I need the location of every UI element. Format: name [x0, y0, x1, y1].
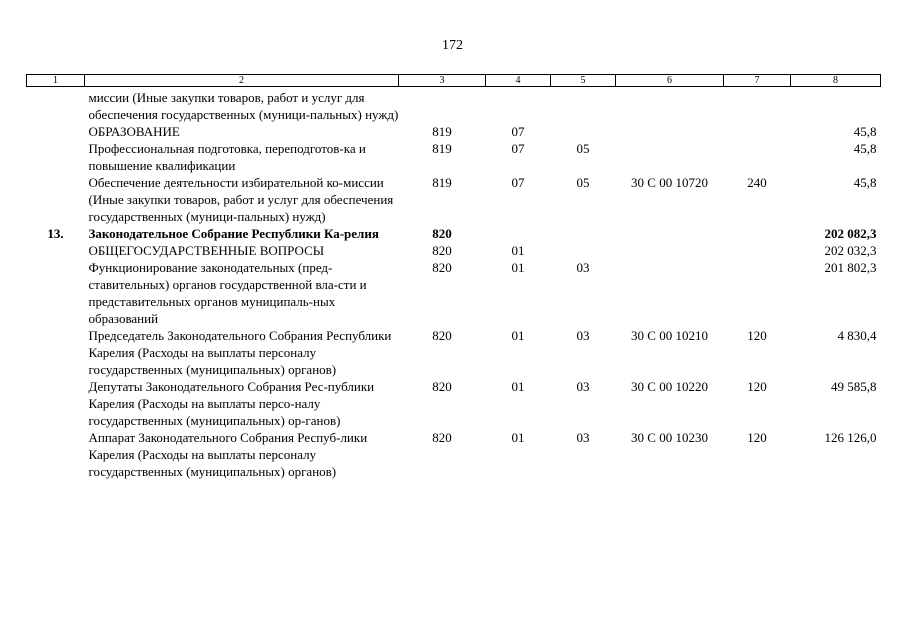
target-article-code: 30 С 00 10230 — [631, 430, 708, 445]
row-description: Законодательное Собрание Республики Ка-релия — [88, 226, 379, 241]
ministry-code: 820 — [432, 260, 452, 275]
column-header: 7 — [724, 75, 791, 87]
row-number — [27, 242, 85, 259]
row-description: ОБРАЗОВАНИЕ — [88, 124, 180, 139]
ministry-code: 820 — [432, 243, 452, 258]
table-row — [27, 259, 881, 327]
expense-type-code: 240 — [747, 175, 767, 190]
row-number — [27, 429, 85, 480]
target-article-code: 30 С 00 10220 — [631, 379, 708, 394]
ministry-code: 820 — [432, 328, 452, 343]
header-row — [27, 75, 881, 87]
column-header: 1 — [27, 75, 85, 87]
section-code — [486, 225, 551, 242]
amount-value: 4 830,4 — [837, 328, 877, 343]
amount-value: 126 126,0 — [824, 430, 877, 445]
subsection-code: 03 — [576, 260, 590, 275]
target-article-code — [616, 242, 724, 259]
section-code: 07 — [511, 141, 525, 156]
page-number: 172 — [442, 38, 463, 53]
table-body — [27, 87, 881, 481]
section-code — [486, 87, 551, 124]
ministry-code: 819 — [432, 175, 452, 190]
table-row — [27, 378, 881, 429]
amount-value: 45,8 — [853, 141, 877, 156]
expense-type-code — [724, 242, 791, 259]
expense-type-code — [724, 259, 791, 327]
section-code: 01 — [511, 379, 525, 394]
section-code: 07 — [511, 175, 525, 190]
target-article-code — [616, 225, 724, 242]
target-article-code — [616, 259, 724, 327]
column-header: 8 — [791, 75, 881, 87]
ministry-code — [399, 87, 486, 124]
amount-value: 49 585,8 — [831, 379, 877, 394]
subsection-code — [551, 123, 616, 140]
column-header: 3 — [399, 75, 486, 87]
row-description: Обеспечение деятельности избирательной ко-миссии (Иные закупки товаров, работ и услуг для обеспечения государственных (муници-пальных) нужд) — [88, 175, 394, 224]
amount-value: 45,8 — [853, 124, 877, 139]
row-description: Функционирование законодательных (пред-ставительных) органов государственной вла-сти и представительных органов муниципаль-ных образований — [88, 260, 367, 326]
table-row — [27, 225, 881, 242]
section-code: 01 — [511, 243, 525, 258]
row-description: Профессиональная подготовка, переподготов-ка и повышение квалификации — [88, 141, 366, 173]
subsection-code: 03 — [576, 379, 590, 394]
row-number — [27, 87, 85, 124]
section-code: 01 — [511, 430, 525, 445]
row-number — [27, 174, 85, 225]
column-header: 5 — [551, 75, 616, 87]
section-code: 01 — [511, 260, 525, 275]
row-description: миссии (Иные закупки товаров, работ и услуг для обеспечения государственных (муници-пальных) нужд) — [88, 90, 399, 122]
amount-value — [791, 87, 881, 124]
amount-value: 202 082,3 — [824, 226, 877, 241]
subsection-code: 05 — [576, 141, 590, 156]
target-article-code — [616, 140, 724, 174]
column-header: 4 — [486, 75, 551, 87]
expense-type-code — [724, 87, 791, 124]
table-row — [27, 327, 881, 378]
subsection-code — [551, 87, 616, 124]
ministry-code: 819 — [432, 124, 452, 139]
section-code: 01 — [511, 328, 525, 343]
budget-table — [26, 74, 881, 480]
table-row — [27, 140, 881, 174]
table-row — [27, 174, 881, 225]
subsection-code — [551, 225, 616, 242]
row-description: ОБЩЕГОСУДАРСТВЕННЫЕ ВОПРОСЫ — [88, 243, 325, 258]
table-row — [27, 242, 881, 259]
expense-type-code: 120 — [747, 328, 767, 343]
expense-type-code: 120 — [747, 379, 767, 394]
row-description: Депутаты Законодательного Собрания Рес-публики Карелия (Расходы на выплаты персо-налу государственных (муниципальных) ор-ганов) — [88, 379, 375, 428]
ministry-code: 820 — [432, 379, 452, 394]
row-description: Председатель Законодательного Собрания Республики Карелия (Расходы на выплаты персоналу государственных (муниципальных) органов) — [88, 328, 392, 377]
section-code: 07 — [511, 124, 525, 139]
amount-value: 45,8 — [853, 175, 877, 190]
row-number — [27, 123, 85, 140]
subsection-code: 05 — [576, 175, 590, 190]
row-number — [27, 140, 85, 174]
amount-value: 202 032,3 — [824, 243, 877, 258]
expense-type-code — [724, 225, 791, 242]
target-article-code: 30 С 00 10720 — [631, 175, 708, 190]
subsection-code: 03 — [576, 430, 590, 445]
row-number — [27, 378, 85, 429]
table-row — [27, 123, 881, 140]
ministry-code: 819 — [432, 141, 452, 156]
expense-type-code — [724, 123, 791, 140]
target-article-code: 30 С 00 10210 — [631, 328, 708, 343]
row-number — [27, 327, 85, 378]
table-header — [27, 75, 881, 87]
column-header: 2 — [85, 75, 399, 87]
table-row — [27, 429, 881, 480]
expense-type-code: 120 — [747, 430, 767, 445]
row-number: 13. — [47, 226, 64, 241]
ministry-code: 820 — [432, 430, 452, 445]
row-number — [27, 259, 85, 327]
table-row — [27, 87, 881, 124]
subsection-code — [551, 242, 616, 259]
ministry-code: 820 — [432, 226, 452, 241]
target-article-code — [616, 123, 724, 140]
column-header: 6 — [616, 75, 724, 87]
target-article-code — [616, 87, 724, 124]
amount-value: 201 802,3 — [824, 260, 877, 275]
row-description: Аппарат Законодательного Собрания Респуб-лики Карелия (Расходы на выплаты персоналу государственных (муниципальных) органов) — [88, 430, 368, 479]
expense-type-code — [724, 140, 791, 174]
subsection-code: 03 — [576, 328, 590, 343]
